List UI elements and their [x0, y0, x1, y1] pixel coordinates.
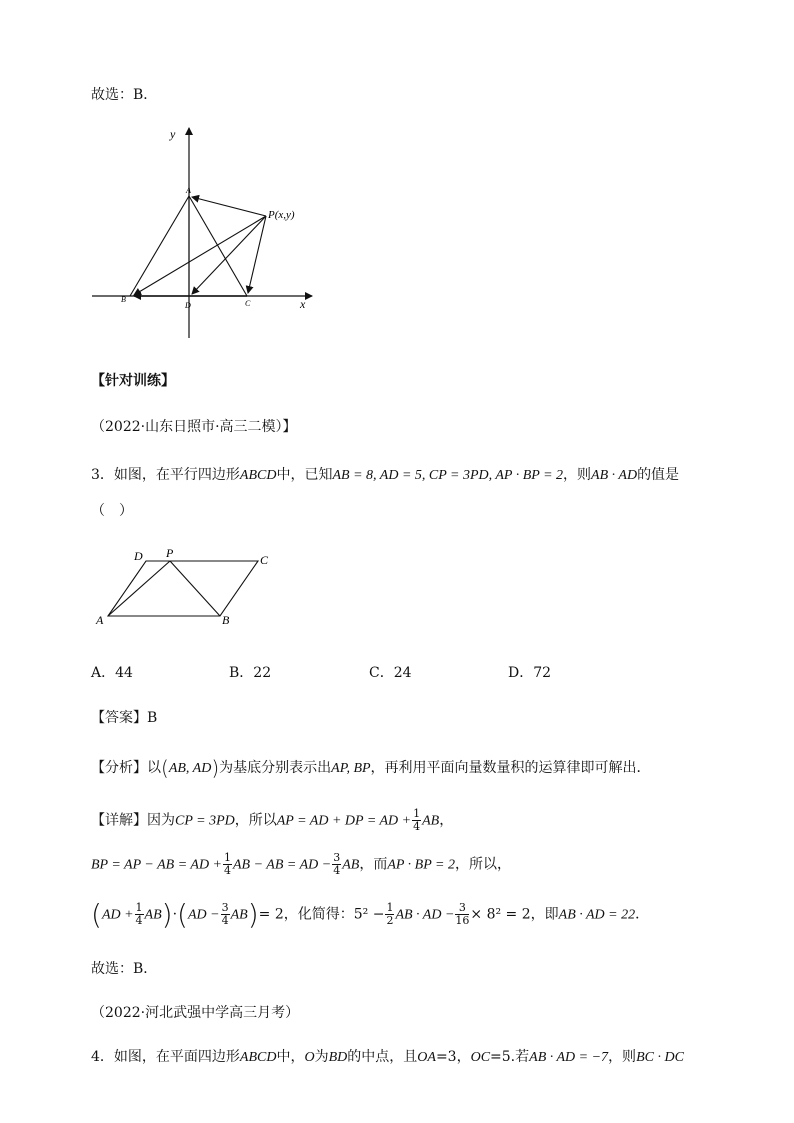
detail-line-3: (AD + $\frac{1}{4}$ AB)·(AD − $\frac{3}{4}$ AB)= 2，化简得：5² − $\frac{1}{2}$ AB · AD − $\frac{3}{16}$ × 8² = 2，即AB · AD = 22．	[91, 898, 650, 931]
fraction: $\frac{1}{4}$	[413, 807, 421, 833]
question-3-stem: 3．如图，在平行四边形ABCD中，已知AB = 8, AD = 5, CP = 3PD, AP · BP = 2，则AB · AD的值是	[91, 467, 680, 483]
option-a: A．44	[91, 665, 133, 681]
label-B: B	[222, 613, 230, 625]
fraction: $\frac{3}{4}$	[333, 851, 341, 877]
segment-BP	[170, 561, 220, 616]
y-axis-label: y	[170, 127, 176, 141]
detail-line-2: BP = AP − AB = AD + $\frac{1}{4}$ AB − AB = AD − $\frac{3}{4}$ AB，而AP · BP = 2，所以，	[91, 851, 511, 877]
point-C-label: C	[245, 299, 251, 308]
fraction: $\frac{3}{16}$	[455, 901, 470, 927]
point-A-label: A	[186, 186, 191, 195]
q3-condition: AB = 8, AD = 5, CP = 3PD, AP · BP = 2	[332, 468, 564, 483]
option-d: D．72	[508, 665, 552, 681]
point-P-label: P(x,y)	[268, 209, 295, 221]
section-title: 【针对训练】	[91, 373, 175, 389]
question-4-stem: 4．如图，在平面四边形ABCD中，O为BD的中点，且OA=3，OC=5.若AB · AD = −7，则BC · DC	[91, 1049, 684, 1065]
segment-AP	[108, 561, 170, 616]
answer-select-line	[91, 84, 157, 104]
segment-AB	[130, 196, 189, 296]
answer-value: B	[147, 710, 158, 726]
coordinate-figure	[84, 124, 324, 344]
label-A: A	[96, 613, 104, 625]
label-D: D	[134, 549, 143, 563]
parallelogram-figure	[92, 545, 282, 625]
answer-line: 【答案】B	[91, 710, 158, 726]
select-text: 故选：B．	[91, 87, 158, 103]
q3-ask: AB · AD	[591, 468, 638, 483]
point-B-label: B	[121, 295, 126, 304]
fraction: $\frac{3}{4}$	[221, 901, 229, 927]
question-3-blank: （ ）	[91, 503, 133, 519]
point-D-label: D	[185, 301, 191, 310]
source-label-1: （2022·山东日照市·高三二模）】	[91, 419, 297, 435]
detail-line-1: 【详解】因为CP = 3PD，所以AP = AD + DP = AD + $\frac{1}{4}$ AB，	[91, 807, 454, 833]
segment-PC	[248, 216, 266, 293]
segment-PD	[192, 216, 266, 294]
fraction: $\frac{1}{2}$	[386, 901, 394, 927]
option-c: C．24	[369, 665, 412, 681]
label-P: P	[166, 546, 174, 560]
fraction: $\frac{1}{4}$	[224, 851, 231, 877]
label-C: C	[260, 553, 269, 567]
x-axis-label: x	[300, 297, 306, 311]
segment-AC	[189, 196, 247, 296]
select-line-2: 故选：B．	[91, 961, 158, 977]
analysis-line: 【分析】以(AB, AD)为基底分别表示出AP, BP，再利用平面向量数量积的运算律即可解出．	[91, 756, 651, 780]
option-b: B．22	[229, 665, 272, 681]
source-label-2: （2022·河北武强中学高三月考）	[91, 1005, 300, 1021]
segment-PA	[192, 197, 266, 216]
fraction: $\frac{1}{4}$	[135, 901, 143, 927]
parallelogram-ABCD	[108, 561, 258, 616]
